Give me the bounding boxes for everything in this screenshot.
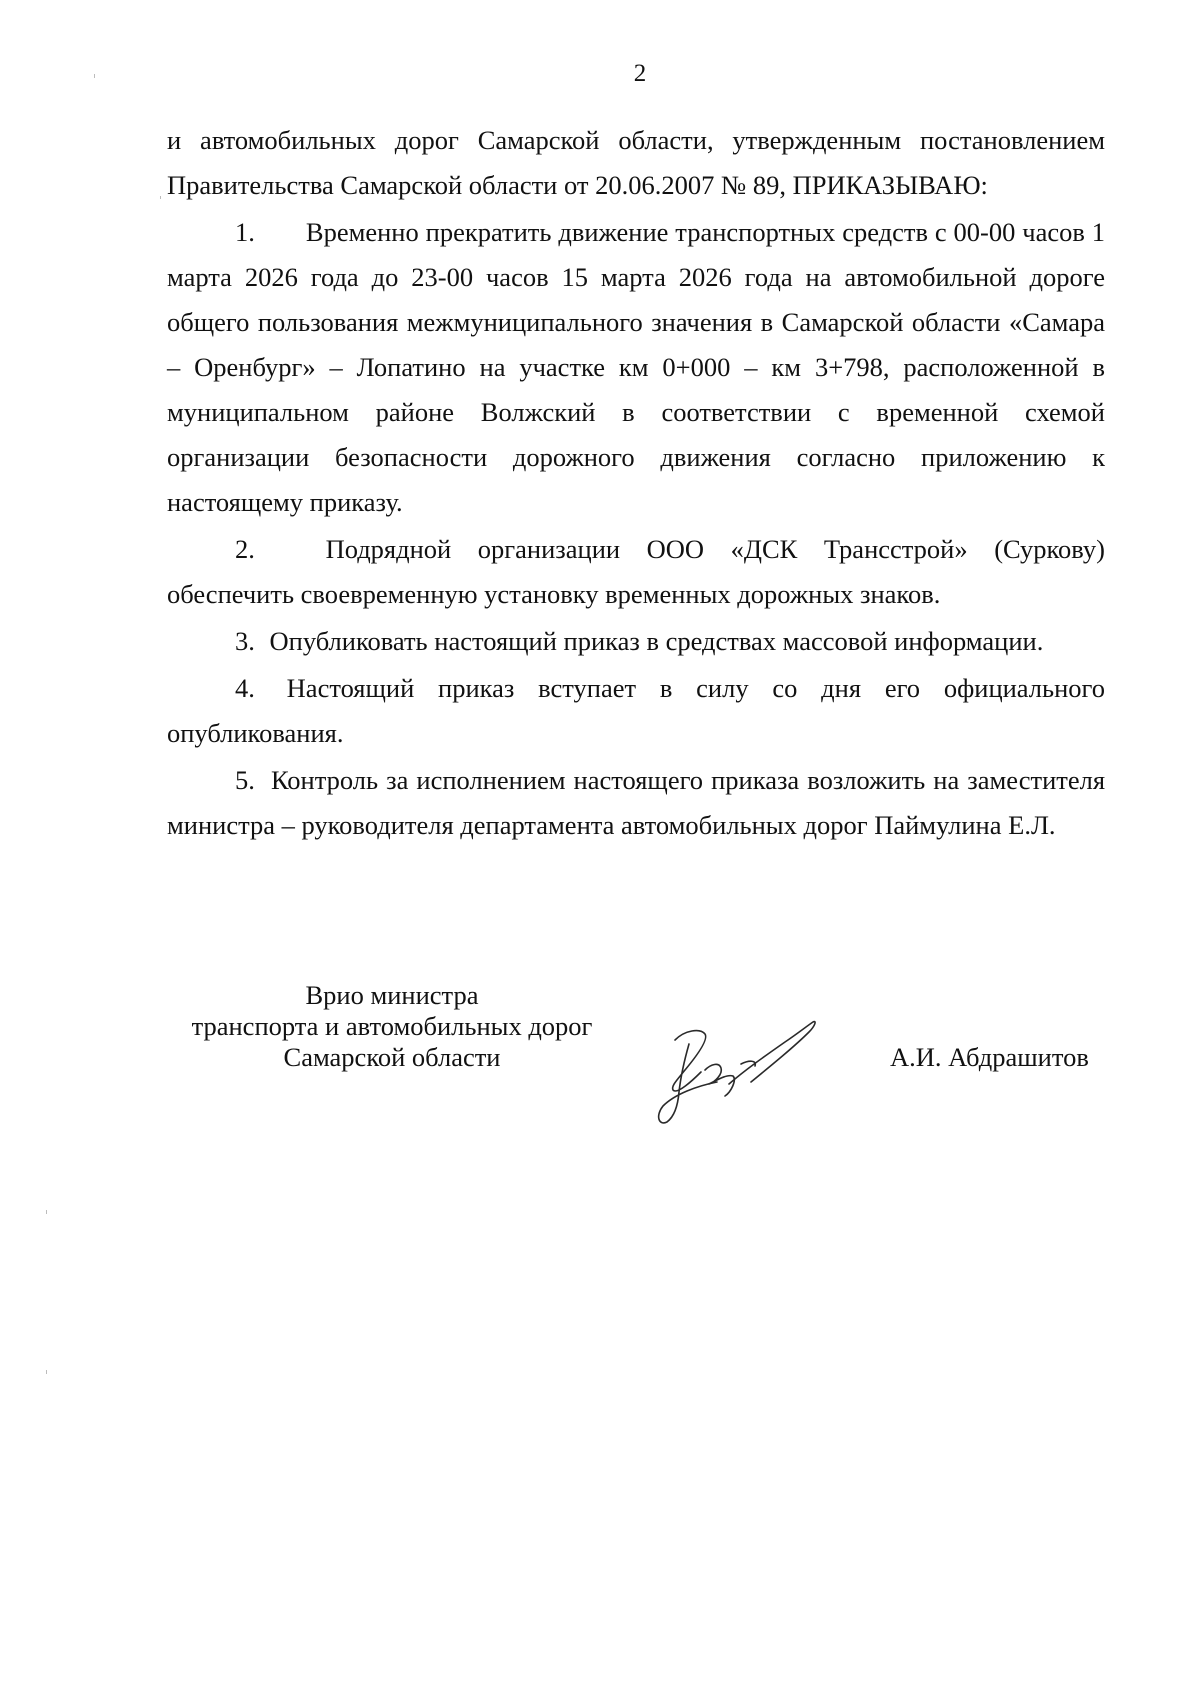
order-item-4-text: Настоящий приказ вступает в силу со дня его официального опубликования. [167,673,1105,748]
order-item-5 [167,758,1105,848]
intro-paragraph: и автомобильных дорог Самарской области, утвержденным постановлением Правительства Самарской области от 20.06.2007 № 89, ПРИКАЗЫВАЮ: [167,125,1105,200]
handwritten-signature-icon [645,1000,830,1130]
order-item-5-number: 5. [235,765,255,795]
order-item-2 [167,527,1105,617]
order-item-2-number: 2. [235,534,255,564]
signatory-title-line-2: транспорта и автомобильных дорог [191,1011,593,1041]
signatory-title [167,980,617,1073]
order-item-3 [167,619,1105,664]
page-number: 2 [633,60,647,87]
scan-artifact [46,1210,47,1214]
order-item-1-text: Временно прекратить движение транспортных средств с 00-00 часов 1 марта 2026 года до 23-00 часов 15 марта 2026 года на автомобильной дороге общего пользования межмуниципального значения в Самарской области «Самара – Оренбург» – Лопатино на участке км 0+000 – км 3+798, расположенной в муниципальном районе Волжский в соответствии с временной схемой организации безопасности дорожного движения согласно приложению к настоящему приказу. [167,217,1106,517]
order-item-1-number: 1. [235,217,255,247]
signatory-title-line-3: Самарской области [283,1042,501,1072]
order-item-3-text: Опубликовать настоящий приказ в средствах массовой информации. [269,626,1044,656]
scan-artifact [46,1370,47,1374]
signatory-title-line-1: Врио министра [305,980,479,1010]
order-body [167,118,1105,850]
signatory-name: А.И. Абдрашитов [890,1042,1089,1072]
order-item-5-text: Контроль за исполнением настоящего приказа возложить на заместителя министра – руководителя департамента автомобильных дорог Паймулина Е.Л. [167,765,1106,840]
order-item-4 [167,666,1105,756]
scan-artifact [160,196,161,199]
order-item-1 [167,210,1105,525]
order-item-3-number: 3. [235,626,255,656]
order-item-2-text: Подрядной организации ООО «ДСК Трансстрой» (Суркову) обеспечить своевременную установку временных дорожных знаков. [167,534,1105,609]
scan-artifact [94,74,95,78]
order-item-4-number: 4. [235,673,255,703]
